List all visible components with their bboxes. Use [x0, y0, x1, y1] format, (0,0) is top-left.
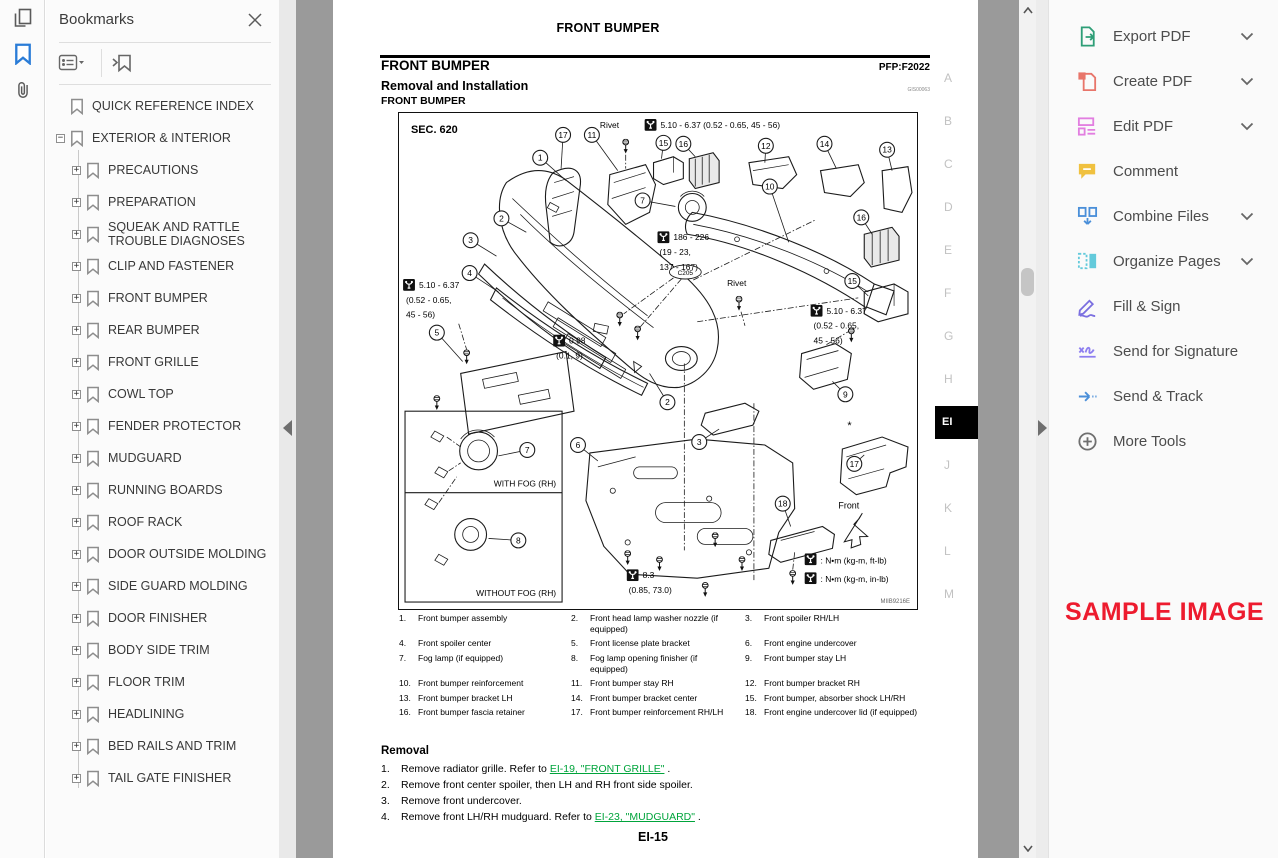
part-name: Fog lamp (if equipped) — [418, 652, 504, 663]
expand-box-icon[interactable]: + — [73, 260, 80, 271]
part-name: Front bumper bracket center — [590, 692, 698, 703]
removal-title: Removal — [381, 745, 429, 757]
bookmark-item-label: FLOOR TRIM — [108, 674, 185, 689]
bookmark-item-label: FRONT GRILLE — [108, 354, 199, 369]
bookmark-item[interactable] — [46, 506, 279, 538]
scroll-down-icon[interactable] — [1019, 840, 1036, 856]
bookmark-item[interactable] — [46, 474, 279, 506]
organize-pages-icon — [1075, 250, 1099, 274]
removal-step — [381, 777, 921, 793]
step-number: 1. — [381, 763, 390, 775]
tool-label: Send for Signature — [1113, 343, 1239, 360]
bookmark-item[interactable] — [46, 410, 279, 442]
bookmark-item-label: BODY SIDE TRIM — [108, 642, 210, 657]
inset-with-fog-label: WITH FOG (RH) — [493, 478, 557, 489]
bookmark-ribbon-icon — [86, 290, 100, 307]
tool-label: Export PDF — [1113, 28, 1191, 45]
expand-box-icon[interactable]: + — [73, 708, 80, 719]
section-tab: A — [944, 71, 953, 85]
parts-list-item — [571, 653, 745, 674]
tool-item-more-tools[interactable] — [1049, 419, 1278, 464]
callout-number: 15 — [658, 137, 669, 148]
front-label: Front — [838, 500, 860, 511]
part-number: 12. — [745, 678, 757, 689]
expand-box-icon[interactable]: + — [73, 228, 80, 239]
expand-box-icon[interactable]: + — [73, 740, 80, 751]
bookmark-item-label: HEADLINING — [108, 706, 185, 721]
bookmarks-header — [46, 0, 279, 42]
section-title: FRONT BUMPER — [381, 58, 490, 73]
bookmark-item-label: COWL TOP — [108, 386, 174, 401]
cross-reference-link[interactable]: EI-23, "MUDGUARD" — [594, 811, 695, 823]
part-name: Front bumper reinforcement RH/LH — [590, 707, 724, 718]
bookmark-item[interactable] — [46, 730, 279, 762]
part-number: 3. — [745, 613, 753, 623]
bookmark-item-label: CLIP AND FASTENER — [108, 258, 235, 273]
callout-number: 11 — [587, 129, 597, 140]
callout-number: 7 — [640, 195, 645, 206]
part-number: 14. — [571, 692, 583, 703]
part-name: Front license plate bracket — [590, 638, 690, 649]
callout-number: 3 — [696, 436, 702, 447]
export-pdf-icon — [1075, 25, 1099, 49]
tool-item-edit-pdf[interactable] — [1049, 104, 1278, 149]
bookmark-ribbon-icon — [86, 514, 100, 531]
bookmark-item[interactable] — [46, 186, 279, 218]
callout-number: 17 — [849, 458, 860, 469]
part-name: Front bumper, absorber shock LH/RH — [764, 692, 906, 703]
section-tab: E — [944, 243, 953, 257]
tool-item-send-signature[interactable] — [1049, 329, 1278, 374]
torque-spec: (0.1, 9) — [556, 350, 583, 361]
bookmark-ribbon-icon — [86, 578, 100, 595]
send-signature-icon — [1075, 340, 1099, 364]
part-number: 15. — [745, 692, 757, 703]
part-number: 5. — [571, 638, 579, 649]
active-section-tab: EI — [935, 406, 978, 439]
part-number: 1. — [399, 613, 407, 623]
bookmark-item[interactable] — [46, 602, 279, 634]
bookmark-item[interactable] — [46, 442, 279, 474]
bookmarks-toolbar — [46, 43, 279, 83]
bookmark-item[interactable] — [46, 154, 279, 186]
bookmark-item[interactable] — [46, 666, 279, 698]
page-thumbnails-icon[interactable] — [0, 0, 45, 36]
part-number: 18. — [745, 707, 757, 718]
subsection-title: Removal and Installation — [381, 79, 529, 93]
parts-diagram — [398, 112, 918, 610]
figure-code: MIIB9216E — [880, 599, 910, 606]
new-bookmark-icon[interactable] — [108, 50, 138, 76]
bookmark-options-icon[interactable] — [56, 50, 86, 76]
asterisk-mark: * — [847, 420, 852, 433]
bookmark-ribbon-icon — [86, 674, 100, 691]
expand-box-icon[interactable]: + — [73, 420, 80, 431]
expand-box-icon[interactable]: + — [73, 676, 80, 687]
bookmark-ribbon-icon — [86, 770, 100, 787]
torque-spec: 186 - 226 — [673, 232, 710, 243]
comment-icon — [1075, 160, 1099, 184]
bookmark-ribbon-icon — [86, 194, 100, 211]
tool-item-comment[interactable] — [1049, 149, 1278, 194]
send-track-icon — [1075, 385, 1099, 409]
left-rail — [0, 0, 45, 858]
tool-label: Combine Files — [1113, 208, 1209, 225]
callout-number: 16 — [856, 212, 866, 223]
parts-list-item — [399, 678, 571, 689]
bookmark-item-label: DOOR FINISHER — [108, 610, 208, 625]
bookmark-item[interactable] — [46, 570, 279, 602]
divider — [101, 49, 102, 77]
close-icon[interactable] — [245, 10, 265, 30]
parts-list-item — [571, 613, 745, 634]
parts-list-item — [399, 653, 571, 674]
part-number: 10. — [399, 678, 411, 689]
callout-number: 1 — [537, 152, 543, 163]
part-number: 13. — [399, 692, 411, 703]
bookmark-ribbon-icon — [86, 642, 100, 659]
bookmark-item-label: RUNNING BOARDS — [108, 482, 223, 497]
tool-item-fill-sign[interactable] — [1049, 284, 1278, 329]
bookmark-item[interactable] — [46, 218, 279, 250]
torque-spec: (0.52 - 0.65, — [406, 294, 452, 305]
sample-image-watermark: SAMPLE IMAGE — [1065, 598, 1265, 626]
bookmark-ribbon-icon — [70, 130, 84, 147]
tool-label: Organize Pages — [1113, 253, 1221, 270]
tool-label: Create PDF — [1113, 73, 1193, 90]
bookmarks-panel-title: Bookmarks — [59, 11, 135, 28]
bookmark-ribbon-icon — [86, 226, 100, 243]
bookmark-item-label: QUICK REFERENCE INDEX — [92, 98, 254, 113]
bookmark-ribbon-icon — [86, 706, 100, 723]
bookmark-item-label: ROOF RACK — [108, 514, 183, 529]
part-number: 8. — [571, 652, 579, 663]
parts-list-item — [399, 638, 571, 649]
section-tab: D — [944, 200, 953, 214]
part-name: Front bumper reinforcement — [418, 678, 524, 689]
tool-item-send-track[interactable] — [1049, 374, 1278, 419]
expand-box-icon[interactable]: + — [73, 484, 80, 495]
callout-number: 3 — [468, 235, 473, 246]
connector-label: C205 — [677, 270, 694, 278]
torque-spec: 5.10 - 6.37 — [418, 279, 460, 290]
removal-steps — [381, 761, 921, 825]
bookmarks-icon[interactable] — [0, 36, 45, 72]
callout-number: 13 — [882, 144, 892, 155]
torque-spec: (19 - 23, — [659, 247, 691, 258]
step-text: Remove front undercover. — [401, 795, 522, 807]
callout-number: 15 — [847, 275, 858, 286]
part-name: Front bumper fascia retainer — [418, 707, 525, 718]
tools-list — [1049, 14, 1278, 464]
more-tools-icon — [1075, 430, 1099, 454]
removal-step — [381, 761, 921, 777]
parts-list-item — [571, 693, 745, 704]
callout-number: 10 — [765, 181, 775, 192]
step-number: 4. — [381, 811, 390, 823]
section-tab: K — [944, 501, 953, 515]
expand-box-icon[interactable]: + — [73, 164, 80, 175]
bookmark-item[interactable] — [46, 634, 279, 666]
chevron-down-icon[interactable] — [1240, 122, 1254, 131]
bookmark-ribbon-icon — [86, 386, 100, 403]
parts-list-item — [745, 613, 939, 634]
callout-number: 6 — [575, 439, 581, 450]
section-tab: H — [944, 372, 953, 386]
part-name: Front head lamp washer nozzle (if equipped) — [590, 613, 719, 634]
callout-number: 8 — [515, 535, 521, 546]
bookmark-item-label: EXTERIOR & INTERIOR — [92, 130, 231, 145]
tool-label: More Tools — [1113, 433, 1187, 450]
expand-box-icon[interactable]: + — [73, 292, 80, 303]
bookmark-item[interactable] — [46, 698, 279, 730]
part-name: Front spoiler center — [418, 638, 492, 649]
section-tab: B — [944, 114, 953, 128]
parts-list-item — [745, 707, 939, 718]
bookmark-ribbon-icon — [86, 610, 100, 627]
part-number: 9. — [745, 652, 753, 663]
vertical-scrollbar[interactable] — [1019, 0, 1036, 858]
callout-number: 18 — [778, 498, 788, 509]
expand-box-icon[interactable]: + — [73, 548, 80, 559]
chevron-down-icon[interactable] — [1240, 212, 1254, 221]
callout-number: 2 — [665, 397, 670, 408]
tool-item-combine-files[interactable] — [1049, 194, 1278, 239]
parts-list — [399, 613, 939, 718]
parts-list-item — [571, 638, 745, 649]
parts-list-item — [399, 693, 571, 704]
part-number: 17. — [571, 707, 583, 718]
expand-box-icon[interactable]: + — [73, 580, 80, 591]
scrollbar-thumb[interactable] — [1021, 268, 1034, 296]
torque-spec: (0.85, 73.0) — [628, 585, 672, 596]
expand-box-icon[interactable]: + — [73, 516, 80, 527]
callout-number: 7 — [524, 444, 530, 455]
tool-item-export-pdf[interactable] — [1049, 14, 1278, 59]
callout-number: 17 — [558, 129, 568, 140]
bookmark-ribbon-icon — [86, 418, 100, 435]
rivet-label: Rivet — [599, 119, 620, 130]
bookmark-item-label: TAIL GATE FINISHER — [108, 770, 232, 785]
page-number: EI-15 — [638, 830, 668, 844]
divider — [59, 84, 271, 85]
bookmark-ribbon-icon — [86, 546, 100, 563]
bookmark-item[interactable] — [46, 282, 279, 314]
part-name: Front bumper stay LH — [764, 652, 847, 663]
edit-pdf-icon — [1075, 115, 1099, 139]
create-pdf-icon — [1075, 70, 1099, 94]
part-name: Front bumper assembly — [418, 613, 508, 623]
expand-box-icon[interactable]: + — [73, 452, 80, 463]
bookmark-ribbon-icon — [86, 354, 100, 371]
diagram-sec-label: SEC. 620 — [410, 123, 458, 136]
callout-number: 12 — [761, 140, 771, 151]
part-name: Front spoiler RH/LH — [764, 613, 840, 623]
parts-list-item — [745, 678, 939, 689]
collapse-right-icon[interactable] — [1038, 420, 1047, 436]
collapse-left-icon[interactable] — [283, 420, 292, 436]
bookmark-ribbon-icon — [86, 162, 100, 179]
parts-list-item — [399, 613, 571, 634]
legend-inlb: : N•m (kg-m, in-lb) — [820, 574, 889, 585]
bookmark-item-label: BED RAILS AND TRIM — [108, 738, 237, 753]
chevron-down-icon[interactable] — [1240, 77, 1254, 86]
torque-spec: 0.98 — [569, 335, 586, 346]
torque-spec: 5.10 - 6.37 (0.52 - 0.65, 45 - 56) — [660, 119, 781, 130]
bookmark-item[interactable] — [46, 122, 279, 154]
torque-spec: (0.52 - 0.65, — [813, 320, 860, 331]
tool-label: Send & Track — [1113, 388, 1204, 405]
tools-panel — [1048, 0, 1278, 858]
collapse-box-icon[interactable]: − — [57, 132, 64, 143]
bookmark-ribbon-icon — [86, 482, 100, 499]
callout-number: 5 — [434, 327, 440, 338]
chevron-down-icon[interactable] — [1240, 32, 1254, 41]
expand-box-icon[interactable]: + — [73, 356, 80, 367]
parts-list-item — [745, 638, 939, 649]
bookmark-item-label: REAR BUMPER — [108, 322, 200, 337]
expand-box-icon[interactable]: + — [73, 196, 80, 207]
bookmark-item[interactable] — [46, 314, 279, 346]
bookmark-tree — [46, 90, 279, 794]
part-number: 11. — [571, 678, 583, 689]
bookmark-item[interactable] — [46, 762, 279, 794]
parts-list-item — [399, 707, 571, 718]
part-number: 16. — [399, 707, 411, 718]
step-number: 2. — [381, 779, 390, 791]
tool-item-create-pdf[interactable] — [1049, 59, 1278, 104]
inset-without-fog-label: WITHOUT FOG (RH) — [476, 588, 557, 599]
combine-files-icon — [1075, 205, 1099, 229]
bookmark-ribbon-icon — [86, 258, 100, 275]
bookmark-item[interactable] — [46, 538, 279, 570]
bookmark-ribbon-icon — [86, 738, 100, 755]
torque-spec: 45 - 56) — [813, 335, 843, 346]
tool-label: Edit PDF — [1113, 118, 1174, 135]
removal-step — [381, 793, 921, 809]
removal-step — [381, 809, 921, 825]
part-number: 6. — [745, 638, 753, 649]
bookmark-item[interactable] — [46, 378, 279, 410]
expand-box-icon[interactable]: + — [73, 388, 80, 399]
part-name: Fog lamp opening finisher (if equipped) — [590, 652, 698, 674]
attachments-icon[interactable] — [0, 72, 45, 108]
tool-label: Comment — [1113, 163, 1179, 180]
cross-reference-link[interactable]: EI-19, "FRONT GRILLE" — [549, 763, 665, 775]
part-name: Front bumper stay RH — [590, 678, 674, 689]
section-tab: L — [944, 544, 951, 558]
step-text: Remove front center spoiler, then LH and RH front side spoiler. — [401, 779, 693, 791]
page-running-header: FRONT BUMPER — [556, 21, 660, 35]
bookmark-item-label: SQUEAK AND RATTLE TROUBLE DIAGNOSES — [108, 219, 245, 248]
bookmark-ribbon-icon — [70, 98, 84, 115]
step-text: Remove front LH/RH mudguard. Refer to EI-23, "MUDGUARD" . — [401, 811, 701, 823]
small-code: GIS00063 — [907, 87, 930, 93]
section-tab: F — [944, 286, 952, 300]
bookmark-item-label: DOOR OUTSIDE MOLDING — [108, 546, 267, 561]
part-number: 2. — [571, 613, 579, 623]
pdf-page — [333, 0, 978, 858]
callout-number: 9 — [843, 389, 848, 400]
section-tab: C — [944, 157, 953, 171]
section-tab: J — [944, 458, 950, 472]
callout-number: 2 — [499, 213, 504, 224]
callout-number: 4 — [467, 268, 472, 279]
bookmark-item-label: MUDGUARD — [108, 450, 182, 465]
document-area — [296, 0, 1019, 858]
bookmarks-panel — [46, 0, 279, 858]
pfp-code: PFP:F2022 — [878, 62, 930, 73]
step-number: 3. — [381, 795, 390, 807]
bookmark-item[interactable] — [46, 346, 279, 378]
parts-list-item — [745, 693, 939, 704]
torque-spec: 8.3 — [642, 570, 655, 581]
part-number: 4. — [399, 638, 407, 649]
bookmark-ribbon-icon — [86, 450, 100, 467]
legend-ftlb: : N•m (kg-m, ft-lb) — [820, 555, 887, 566]
torque-spec: 137 - 167) — [659, 262, 698, 273]
section-tab: G — [944, 329, 954, 343]
scroll-up-icon[interactable] — [1019, 2, 1036, 18]
bookmark-item[interactable] — [46, 90, 279, 122]
bookmark-item-label: FENDER PROTECTOR — [108, 418, 242, 433]
expand-box-icon[interactable]: + — [73, 324, 80, 335]
bookmark-ribbon-icon — [86, 322, 100, 339]
part-number: 7. — [399, 652, 407, 663]
parts-list-item — [571, 678, 745, 689]
expand-box-icon[interactable]: + — [73, 612, 80, 623]
parts-list-item — [745, 653, 939, 674]
bookmark-item-label: FRONT BUMPER — [108, 290, 208, 305]
bookmark-item-label: PRECAUTIONS — [108, 162, 199, 177]
torque-spec: 45 - 56) — [406, 309, 436, 320]
section-tab: M — [944, 587, 954, 601]
torque-spec: 5.10 - 6.37 — [826, 305, 867, 316]
tool-item-organize-pages[interactable] — [1049, 239, 1278, 284]
step-text: Remove radiator grille. Refer to EI-19, "FRONT GRILLE" . — [401, 763, 671, 775]
fill-sign-icon — [1075, 295, 1099, 319]
part-name: Front engine undercover — [764, 638, 857, 649]
tools-panel-toggle-strip[interactable] — [1036, 0, 1048, 858]
chevron-down-icon[interactable] — [1240, 257, 1254, 266]
bookmark-item-label: PREPARATION — [108, 194, 196, 209]
collapse-bookmarks-strip[interactable] — [279, 0, 296, 858]
callout-number: 14 — [819, 138, 830, 149]
part-name: Front bumper bracket LH — [418, 692, 513, 703]
expand-box-icon[interactable]: + — [73, 772, 80, 783]
part-name: Front engine undercover lid (if equipped) — [764, 707, 918, 718]
part-name: Front bumper bracket RH — [764, 678, 860, 689]
bookmark-item[interactable] — [46, 250, 279, 282]
tool-label: Fill & Sign — [1113, 298, 1181, 315]
expand-box-icon[interactable]: + — [73, 644, 80, 655]
callout-number: 16 — [678, 138, 689, 149]
parts-list-item — [571, 707, 745, 718]
subsubsection-title: FRONT BUMPER — [381, 95, 466, 107]
bookmark-item-label: SIDE GUARD MOLDING — [108, 578, 248, 593]
rivet-label: Rivet — [727, 277, 747, 288]
